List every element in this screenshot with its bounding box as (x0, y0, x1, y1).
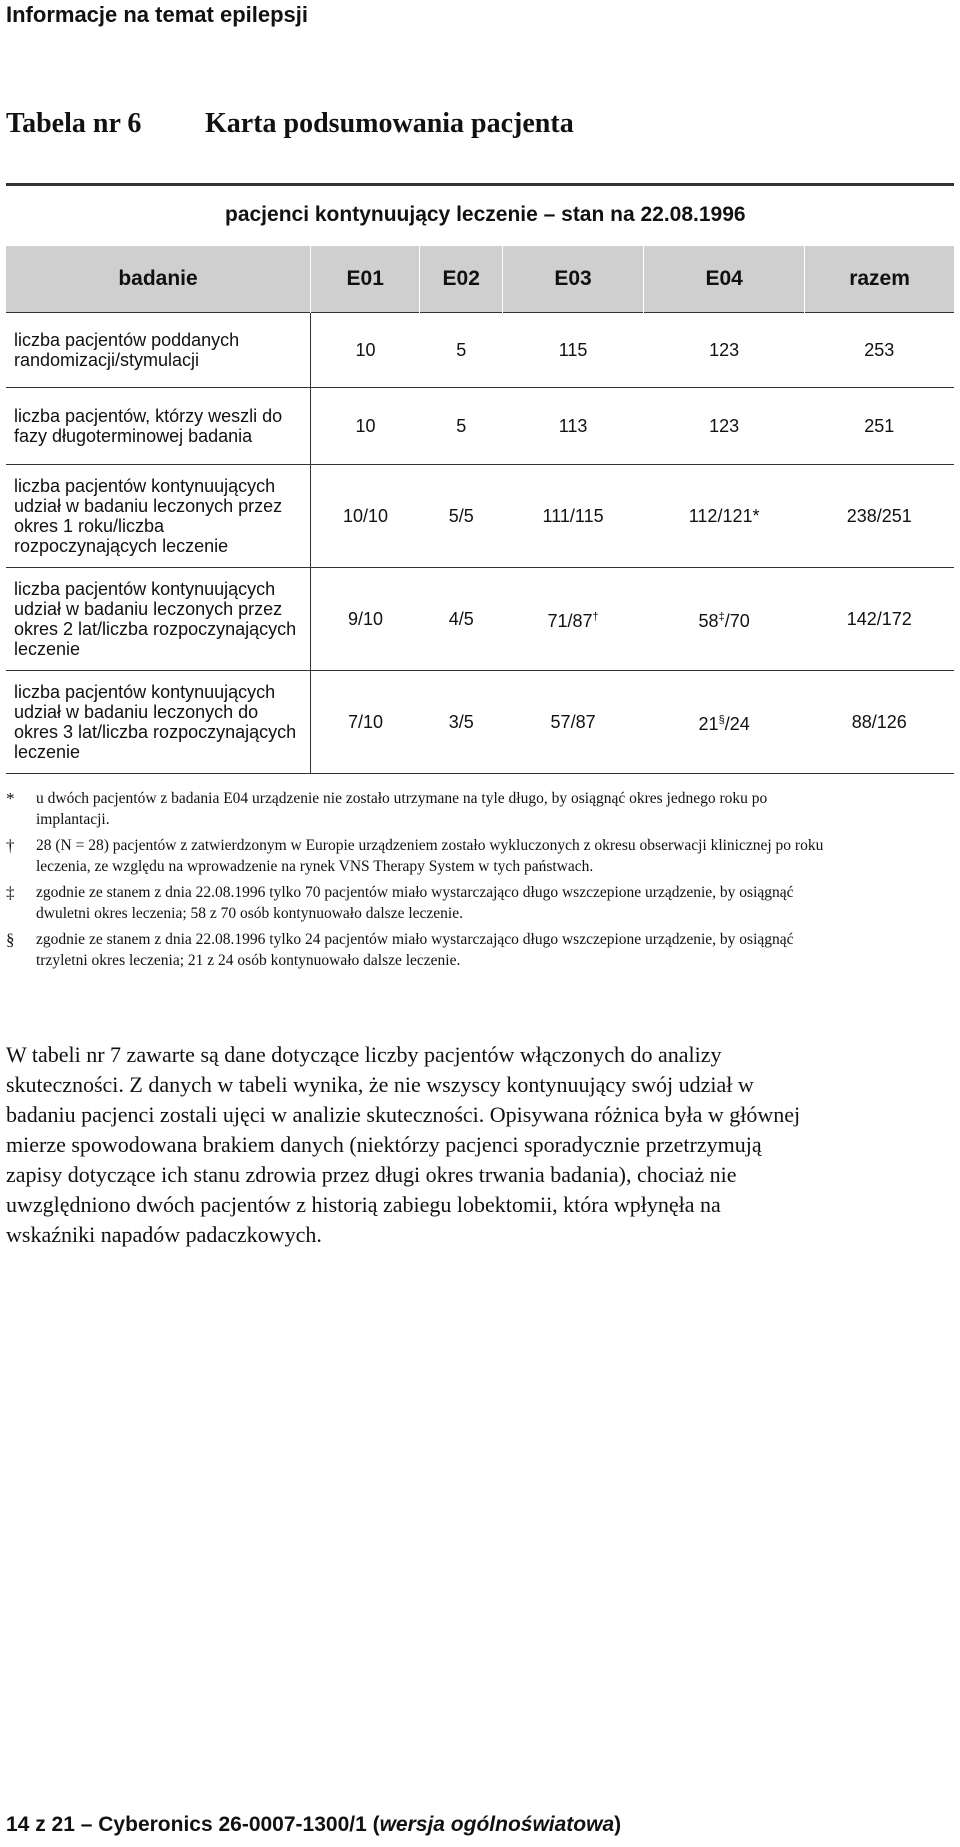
table-cell: 4/5 (420, 568, 503, 671)
footnote (6, 835, 826, 877)
table-cell: 111/115 (502, 465, 643, 568)
cell-value: 58 (698, 611, 719, 631)
footnotes (6, 788, 826, 976)
footnote (6, 882, 826, 924)
table-row (6, 568, 954, 671)
row-label: liczba pacjentów poddanych randomizacji/stymulacji (6, 313, 311, 388)
table-header-row (6, 246, 954, 313)
column-header: E02 (420, 246, 503, 313)
table-cell: 238/251 (805, 465, 954, 568)
column-header: badanie (6, 246, 311, 313)
table-title: Karta podsumowania pacjenta (205, 108, 574, 139)
table-cell: 57/87 (502, 671, 643, 774)
table-cell: 5 (420, 388, 503, 465)
body-paragraph: W tabeli nr 7 zawarte są dane dotyczące liczby pacjentów włączonych do analizy skuteczności. Z danych w tabeli wynika, że nie wszyscy kontynuujący swój udział w badaniu pacjenci zostali ujęci w analizie skuteczności. Opisywana różnica była w głównej mierze spowodowana brakiem danych (niektórzy pacjenci sporadycznie przetrzymują zapisy dotyczące ich stanu zdrowia przez długi okres trwania badania), chociaż nie uwzględniono dwóch pacjentów z historią zabiegu lobektomii, która wpłynęła na wskaźniki napadów padaczkowych. (6, 1042, 801, 1247)
row-label: liczba pacjentów, którzy weszli do fazy długoterminowej badania (6, 388, 311, 465)
table-row (6, 388, 954, 465)
table-cell (502, 568, 643, 671)
table-cell: 10 (311, 388, 420, 465)
table-cell: 123 (644, 388, 805, 465)
table-cell: 115 (502, 313, 643, 388)
footnote (6, 788, 826, 830)
table-cell: 88/126 (805, 671, 954, 774)
table-cell: 142/172 (805, 568, 954, 671)
divider (6, 183, 954, 186)
table-cell: 10 (311, 313, 420, 388)
cell-value: 71/87 (547, 611, 593, 631)
footnote-symbol: * (6, 789, 15, 808)
page-header: Informacje na temat epilepsji (6, 2, 308, 27)
table-cell: 251 (805, 388, 954, 465)
table-cell: 9/10 (311, 568, 420, 671)
table-subtitle: pacjenci kontynuujący leczenie – stan na 22.08.1996 (225, 203, 746, 226)
footnote (6, 929, 826, 971)
footnote-symbol: § (6, 930, 15, 949)
table-row (6, 465, 954, 568)
footnote-mark: ‡ (718, 611, 725, 623)
row-label: liczba pacjentów kontynuujących udział w badaniu leczonych przez okres 1 roku/liczba rozpoczynających leczenie (6, 465, 311, 568)
cell-value: 21 (698, 714, 719, 734)
row-label: liczba pacjentów kontynuujących udział w badaniu leczonych do okres 3 lat/liczba rozpoczynających leczenie (6, 671, 311, 774)
patient-summary-table (6, 246, 954, 774)
table-cell: 113 (502, 388, 643, 465)
table-number: Tabela nr 6 (6, 108, 142, 139)
table-cell (644, 671, 805, 774)
footnote-text: zgodnie ze stanem z dnia 22.08.1996 tylko 24 pacjentów miało wystarczająco długo wszczepione urządzenie, by osiągnąć trzyletni okres leczenia; 21 z 24 osób kontynuowało dalsze leczenie. (36, 931, 794, 969)
cell-value-rest: /70 (724, 611, 750, 631)
footnote-text: u dwóch pacjentów z badania E04 urządzenie nie zostało utrzymane na tyle długo, by osiągnąć okres jednego roku po implantacji. (36, 790, 768, 828)
table-cell: 5/5 (420, 465, 503, 568)
table-cell: 5 (420, 313, 503, 388)
footnote-text: zgodnie ze stanem z dnia 22.08.1996 tylko 70 pacjentów miało wystarczająco długo wszczepione urządzenie, by osiągnąć dwuletni okres leczenia; 58 z 70 osób kontynuowało dalsze leczenie. (36, 884, 794, 922)
footnote-symbol: † (6, 836, 15, 855)
table-cell: 10/10 (311, 465, 420, 568)
page-number: 14 z 21 (6, 1813, 75, 1836)
row-label: liczba pacjentów kontynuujących udział w badaniu leczonych przez okres 2 lat/liczba rozpoczynających leczenie (6, 568, 311, 671)
table-row (6, 671, 954, 774)
edition-label: wersja ogólnoświatowa (379, 1813, 615, 1836)
table-cell: 7/10 (311, 671, 420, 774)
footnote-mark: § (718, 714, 725, 726)
footnote-text: 28 (N = 28) pacjentów z zatwierdzonym w Europie urządzeniem zostało wykluczonych z okresu obserwacji klinicznej po roku leczenia, ze względu na wprowadzenie na rynek VNS Therapy System w tych państwach. (36, 837, 824, 875)
document-id: Cyberonics 26-0007-1300/1 (98, 1813, 367, 1836)
column-header: E01 (311, 246, 420, 313)
column-header: E03 (502, 246, 643, 313)
page-footer: 14 z 21 – Cyberonics 26-0007-1300/1 (wersja ogólnoświatowa) (6, 1813, 622, 1836)
column-header: E04 (644, 246, 805, 313)
table-row (6, 313, 954, 388)
table-cell: 112/121* (644, 465, 805, 568)
footnote-symbol: ‡ (6, 883, 15, 902)
table-cell (644, 568, 805, 671)
cell-value-rest: /24 (724, 714, 750, 734)
column-header: razem (805, 246, 954, 313)
table-cell: 253 (805, 313, 954, 388)
table-cell: 3/5 (420, 671, 503, 774)
footnote-mark: † (592, 611, 599, 623)
footer-dash: – (80, 1813, 93, 1836)
table-cell: 123 (644, 313, 805, 388)
